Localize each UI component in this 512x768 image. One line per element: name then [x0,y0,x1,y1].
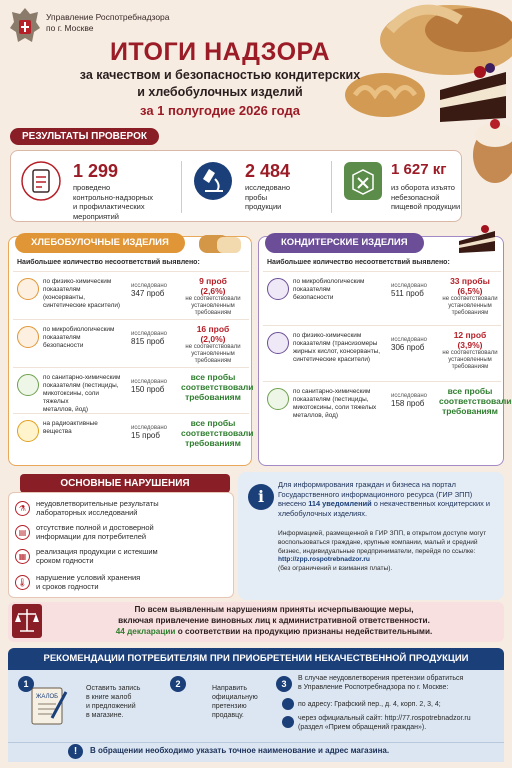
address-text: по адресу: Графский пер., д. 4, корп. 2, 3, 4; [298,701,441,708]
test-row [263,271,501,325]
test-description: по физико-химическим показателям (консерванты, синтетические красители) [43,278,121,309]
test-row [13,413,254,459]
stat-number: 1 627 кг [391,161,447,178]
bread-panel-title: ХЛЕБОБУЛОЧНЫЕ ИЗДЕЛИЯ [15,233,185,253]
bacteria-icon [17,326,39,348]
subtitle-line1: за качеством и безопасностью кондитерских [79,68,361,82]
divider [331,161,332,213]
step-1-number: 1 [18,676,34,692]
test-result: все пробы соответствовали требованиям [181,372,254,402]
complaint-book-icon [30,684,70,728]
violation-item: 🌡 нарушение условий хранения и сроков годности [15,573,140,591]
stat-inspections [21,157,161,221]
test-description: по санитарно-химическим показателям (пестициды, микотоксины, соли тяжелых металлов, йод) [43,374,121,413]
samples-count: исследовано 306 проб [391,337,428,352]
info-text-2: Информацией, размещенной в ГИР ЗПП, в открытом доступе могут воспользоваться граждане, крупные компании, малый и средний бизнес, индивидуальные предприниматели, перейдя по ссылке: http://zpp.rospotrebnadzor.ru (без ограничений и взимания платы). [278,530,487,573]
clipboard-icon [21,161,61,201]
stat-withdrawn [343,157,463,217]
recommendations-title: РЕКОМЕНДАЦИИ ПОТРЕБИТЕЛЯМ ПРИ ПРИОБРЕТЕНИИ НЕКАЧЕСТВЕННОЙ ПРОДУКЦИИ [8,648,504,670]
test-row [263,325,501,381]
results-box [10,150,462,222]
bread-icon [195,227,245,257]
box-x-icon [343,161,383,201]
test-row [13,367,254,413]
confectionery-panel-title: КОНДИТЕРСКИЕ ИЗДЕЛИЯ [265,233,424,253]
globe-icon [282,716,294,728]
step-3-text: В случае неудовлетворения претензии обратиться в Управление Роспотребнадзора по г. Москве: [298,675,464,691]
scales-icon [12,604,42,638]
emblem-icon [8,6,42,46]
test-result: 16 проб (2,0%) не соответствовали установленным требованиям [185,324,241,364]
notification-count: 114 уведомлений [308,499,372,508]
test-row [13,319,249,367]
test-result: все пробы соответствовали требованиям [439,386,512,416]
test-result: 12 проб (3,9%) не соответствовали установленным требованиям [442,330,498,370]
leaf-icon [17,374,39,396]
exclamation-icon: ! [68,744,83,759]
document-icon: ▤ [15,525,30,540]
samples-count: исследовано 511 проб [391,283,428,298]
stat-label: проведено контрольно-надзорных и профилактических мероприятий [73,183,154,221]
title-block [60,38,380,118]
violation-item: ⚗ неудовлетворительные результаты лабораторных исследований [15,499,159,517]
test-description: по физико-химическим показателям (трансизомеры жирных кислот, консерванты, синтетические красители) [293,332,380,363]
flask-icon [17,278,39,300]
svg-text:ЖАЛОБ: ЖАЛОБ [35,694,59,700]
footer-text: В обращении необходимо указать точное наименование и адрес магазина. [90,746,390,755]
page-title: ИТОГИ НАДЗОРА [109,38,331,66]
microscope-icon [193,161,233,201]
samples-count: исследовано 15 проб [131,425,168,440]
divider [181,161,182,213]
site-link[interactable]: через официальный сайт: http://77.rospotrebnadzor.ru (раздел «Прием обращений граждан»). [298,715,471,731]
radiation-icon [17,420,39,442]
stat-samples [193,157,323,217]
test-description: на радиоактивные вещества [43,420,98,435]
info-icon: i [248,484,274,510]
samples-count: исследовано 158 проб [391,393,428,408]
cake-icon [455,221,501,257]
flask-icon: ⚗ [15,501,30,516]
test-description: по санитарно-химическим показателям (пестициды, микотоксины, соли тяжелых металлов, йод) [293,388,377,419]
violation-item: ▦ реализация продукции с истекшим сроком годности [15,547,158,565]
samples-count: исследовано 815 проб [131,331,168,346]
violation-item: ▤ отсутствие полной и достоверной информации для потребителей [15,523,154,541]
calendar-icon: ▦ [15,549,30,564]
step-2-text: Направить официальную претензию продавцу. [212,685,258,719]
subtitle-line2: и хлебобулочных изделий [137,85,303,99]
confectionery-panel [258,236,512,466]
results-label: РЕЗУЛЬТАТЫ ПРОВЕРОК [10,128,159,145]
step-2-number: 2 [170,676,186,692]
flask-icon [267,332,289,354]
test-result: 9 проб (2,6%) не соответствовали установленным требованиям [185,276,241,316]
measures-text: По всем выявленным нарушениям приняты исчерпывающие меры, включая привлечение виновных лиц к административной ответственности. 44 декларации о соответствии на продукцию признаны недействительными. [115,605,433,636]
test-result: 33 пробы (6,5%) не соответствовали установленным требованиям [442,276,498,316]
declarations-count: 44 декларации [115,627,176,636]
step-3-number: 3 [276,676,292,692]
samples-count: исследовано 347 проб [131,283,168,298]
org-name: Управление Роспотребнадзора по г. Москве [46,12,170,33]
bread-panel [8,236,252,466]
test-row [263,381,512,443]
stat-number: 2 484 [245,161,291,181]
period: за 1 полугодие 2026 года [140,103,300,118]
stat-number: 1 299 [73,161,119,181]
test-result: все пробы соответствовали требованиям [181,418,254,448]
leaf-icon [267,388,289,410]
samples-count: исследовано 150 проб [131,379,168,394]
test-row [13,271,249,319]
violations-box [8,492,234,598]
bread-note: Наибольшее количество несоответствий выявлено: [17,259,200,266]
step-1-text: Оставить запись в книге жалоб и предложений в магазине. [86,685,141,719]
violations-title: ОСНОВНЫЕ НАРУШЕНИЯ [20,474,230,493]
zpp-link[interactable]: http://zpp.rospotrebnadzor.ru [278,556,370,564]
bacteria-icon [267,278,289,300]
info-text-1: Для информирования граждан и бизнеса на портал Государственного информационного ресурса (ГИР ЗПП) внесено 114 уведомлений о некачественных кондитерских и хлебобулочных изделиях. [278,480,491,518]
agency-header [8,6,258,40]
test-description: по микробиологическим показателям безопасности [293,278,365,301]
stat-label: исследовано пробы продукции [245,183,291,211]
confectionery-note: Наибольшее количество несоответствий выявлено: [267,259,450,266]
test-description: по микробиологическим показателям безопасности [43,326,115,349]
thermometer-icon: 🌡 [15,575,30,590]
location-icon [282,698,294,710]
stat-label: из оборота изъято небезопасной пищевой продукции [391,183,461,211]
